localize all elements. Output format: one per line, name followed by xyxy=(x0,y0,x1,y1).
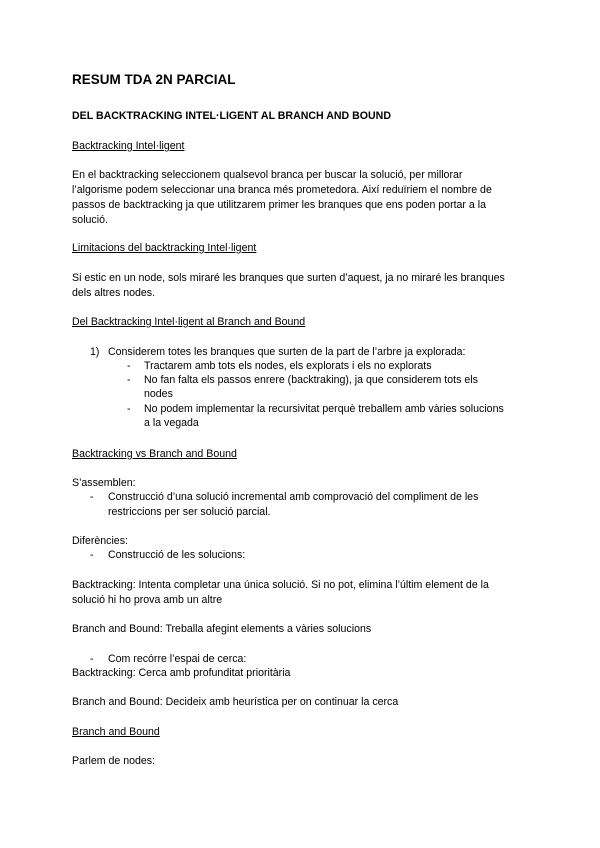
document-title: RESUM TDA 2N PARCIAL xyxy=(72,72,236,87)
sub-list-item-continuation: nodes xyxy=(144,388,173,400)
sub-list-item-continuation: a la vegada xyxy=(144,417,199,429)
paragraph-line: dels altres nodes. xyxy=(72,287,156,299)
paragraph-line: solució. xyxy=(72,214,108,226)
paragraph-line: Branch and Bound: Decideix amb heurística per on continuar la cerca xyxy=(72,696,399,708)
bullet: - xyxy=(90,491,94,503)
section-heading-backtracking-intelligent: Backtracking Intel·ligent xyxy=(72,140,185,152)
paragraph-line: l’algorisme podem seleccionar una branca més prometedora. Així reduïriem el nombre de xyxy=(72,184,492,196)
list-item: Considerem totes les branques que surten de la part de l’arbre ja explorada: xyxy=(108,346,466,358)
section-heading-backtracking-vs-bb: Backtracking vs Branch and Bound xyxy=(72,448,237,460)
paragraph-line: Branch and Bound: Treballa afegint elements a vàries solucions xyxy=(72,623,372,635)
bullet: - xyxy=(90,653,94,665)
diferencies-label: Diferències: xyxy=(72,535,128,547)
bullet: - xyxy=(90,549,94,561)
document-subtitle: DEL BACKTRACKING INTEL·LIGENT AL BRANCH AND BOUND xyxy=(72,110,391,122)
bullet: - xyxy=(127,403,131,415)
list-item-continuation: restriccions per ser solució parcial. xyxy=(108,506,271,518)
assemblen-label: S’assemblen: xyxy=(72,477,136,489)
list-item: Construcció d’una solució incremental amb comprovació del compliment de les xyxy=(108,491,479,503)
section-heading-limitacions: Limitacions del backtracking Intel·ligent xyxy=(72,242,257,254)
paragraph-line: solució hi ho prova amb un altre xyxy=(72,594,223,606)
sub-list-item: No podem implementar la recursivitat perquè treballem amb vàries solucions xyxy=(144,403,504,415)
paragraph-line: Backtracking: Cerca amb profunditat prioritària xyxy=(72,667,291,679)
paragraph-line: Backtracking: Intenta completar una única solució. Si no pot, elimina l’últim element de la xyxy=(72,579,489,591)
paragraph-line: Parlem de nodes: xyxy=(72,755,156,767)
list-item: Construcció de les solucions: xyxy=(108,549,246,561)
list-item: Com recórre l’espai de cerca: xyxy=(108,653,247,665)
bullet: - xyxy=(127,360,131,372)
paragraph-line: passos de backtracking ja que utilitzarem primer les branques que ens poden portar a la xyxy=(72,199,486,211)
bullet: - xyxy=(127,374,131,386)
paragraph-line: En el backtracking seleccionem qualsevol branca per buscar la solució, per millorar xyxy=(72,169,463,181)
sub-list-item: Tractarem amb tots els nodes, els explorats i els no explorats xyxy=(144,360,432,372)
paragraph-line: Si estic en un node, sols miraré les branques que surten d’aquest, ja no miraré les branques xyxy=(72,272,505,284)
section-heading-del-backtracking: Del Backtracking Intel·ligent al Branch and Bound xyxy=(72,316,306,328)
section-heading-branch-and-bound: Branch and Bound xyxy=(72,726,160,738)
sub-list-item: No fan falta els passos enrere (backtraking), ja que considerem tots els xyxy=(144,374,478,386)
list-number: 1) xyxy=(90,346,100,358)
